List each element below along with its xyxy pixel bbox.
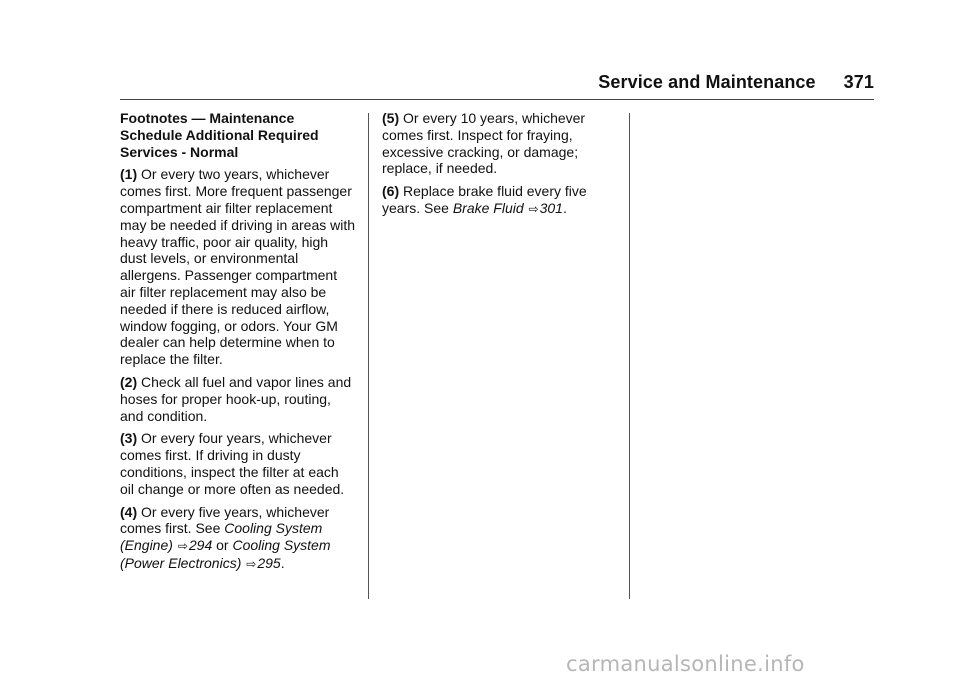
footnote-2 [120, 374, 356, 424]
footnote-text: Check all fuel and vapor lines and hoses for proper hook-up, routing, and condition. [120, 373, 352, 424]
footnote-1 [120, 166, 356, 368]
footnote-text: Or every two years, whichever comes first. More frequent passenger compartment air filter replacement may be needed if driving in areas with heavy traffic, poor air quality, high dust levels, or environmental allergens. Passenger compartment air filter replacement may also be needed if there is reduced airflow, window fogging, or odors. Your GM dealer can help determine when to replace the filter. [120, 166, 356, 368]
page-header [0, 72, 874, 96]
column-divider-left [368, 113, 369, 599]
column-divider-right [629, 113, 630, 599]
column-left [120, 110, 356, 579]
footnote-text: Or every 10 years, whichever comes first. Inspect for fraying, excessive cracking, or damage; replace, if needed. [382, 110, 586, 177]
cross-ref-link-cooling-power-electronics[interactable]: Cooling System (Power Electronics) [120, 537, 331, 571]
cross-ref-link-brake-fluid[interactable]: Brake Fluid [452, 199, 524, 216]
footnote-number: (5) [382, 110, 400, 126]
footnote-text: Or every four years, whichever comes first. If driving in dusty conditions, inspect the filter at each oil change or more often as needed. [120, 430, 345, 497]
header-rule [120, 99, 874, 100]
footnote-number: (2) [120, 373, 138, 390]
footnote-text: Or every five years, whichever comes first. See [120, 503, 330, 537]
footnote-5 [382, 110, 618, 177]
page-ref-295[interactable]: 295 [257, 554, 281, 571]
footnote-3 [120, 430, 356, 497]
footnote-text-mid: or [212, 537, 233, 554]
page-ref-arrow-icon: ⇨ [177, 539, 188, 554]
section-title: Service and Maintenance [598, 72, 816, 92]
watermark-logo: carmanualsonline.info [566, 652, 805, 676]
footnote-number: (4) [120, 503, 138, 520]
page-number: 371 [843, 72, 874, 92]
cross-ref-link-cooling-engine[interactable]: Cooling System (Engine) [120, 520, 323, 554]
page-ref-arrow-icon: ⇨ [246, 556, 257, 571]
footnote-text-end: . [562, 199, 567, 216]
page-ref-301[interactable]: 301 [539, 199, 563, 216]
footnote-6 [382, 183, 618, 218]
footnote-number: (1) [120, 166, 138, 183]
column-middle [382, 110, 618, 224]
footnote-text: Replace brake fluid every five years. See [382, 183, 587, 216]
footnote-number: (3) [120, 430, 138, 447]
footnote-4 [120, 504, 356, 573]
footnote-text-end: . [280, 554, 285, 571]
footnote-number: (6) [382, 183, 400, 200]
footnotes-heading: Footnotes — Maintenance Schedule Additional Required Services - Normal [120, 110, 319, 160]
page-ref-294[interactable]: 294 [188, 537, 213, 554]
page-ref-arrow-icon: ⇨ [528, 201, 539, 216]
